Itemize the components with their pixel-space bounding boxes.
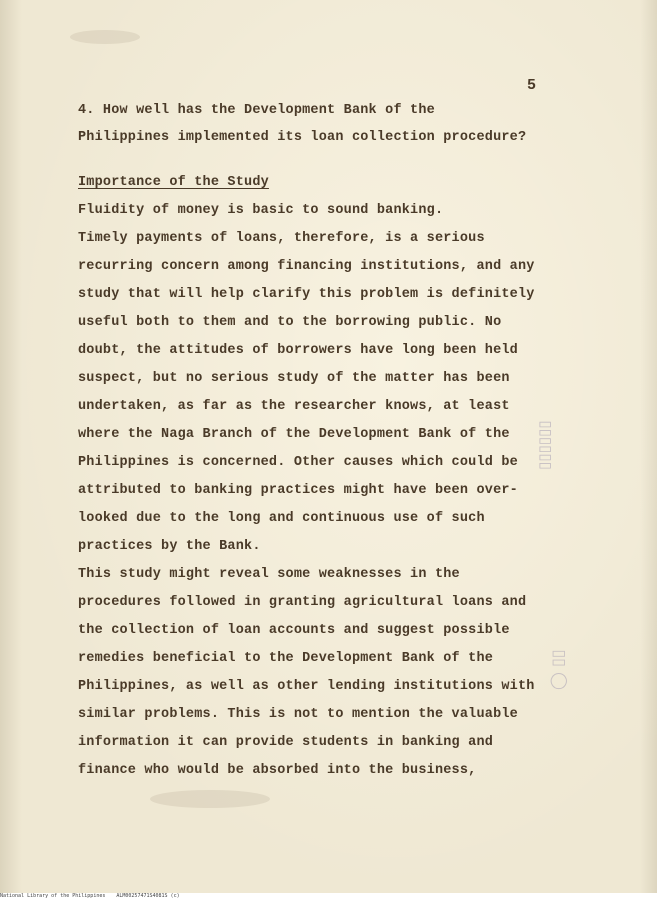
paragraph-line: where the Naga Branch of the Development Bank of the: [78, 427, 510, 442]
paragraph-line: remedies beneficial to the Development Bank of the: [78, 651, 494, 666]
paragraph-line: attributed to banking practices might have been over-: [78, 483, 518, 498]
paper-smudge: [150, 790, 270, 808]
paragraph-line: This study might reveal some weaknesses in the: [78, 567, 460, 582]
paragraph-line: Timely payments of loans, therefore, is a serious: [78, 231, 485, 246]
archive-footer: [0, 893, 657, 900]
footer-source: National Library of the Philippines: [0, 893, 106, 899]
paragraph-line: Philippines, as well as other lending institutions with: [78, 679, 535, 694]
paragraph-line: Philippines is concerned. Other causes which could be: [78, 455, 518, 470]
paragraph-line: doubt, the attitudes of borrowers have long been held: [78, 343, 518, 358]
paragraph-line: similar problems. This is not to mention the valuable: [78, 707, 518, 722]
paragraph-line: undertaken, as far as the researcher knows, at least: [78, 399, 510, 414]
paragraph-line: procedures followed in granting agricultural loans and: [78, 595, 527, 610]
paragraph-line: practices by the Bank.: [78, 539, 261, 554]
paragraph-line: information it can provide students in banking and: [78, 735, 494, 750]
page-number: 5: [527, 77, 537, 94]
paragraph-line: finance who would be absorbed into the business,: [78, 763, 477, 778]
section-heading: Importance of the Study: [78, 175, 269, 190]
paragraph-line: suspect, but no serious study of the matter has been: [78, 371, 510, 386]
paragraph-line: Fluidity of money is basic to sound banking.: [78, 203, 444, 218]
paragraph-line: recurring concern among financing institutions, and any: [78, 259, 535, 274]
paragraph-line: study that will help clarify this problem is definitely: [78, 287, 535, 302]
footer-id: ALM00257471S4081S (c): [116, 893, 180, 899]
paragraph-line: the collection of loan accounts and suggest possible: [78, 623, 510, 638]
paper-smudge: [70, 30, 140, 44]
paragraph-line: useful both to them and to the borrowing public. No: [78, 315, 502, 330]
faded-stamp: ▯▯▯▯▯▯: [535, 420, 553, 470]
faded-stamp: ◯ ▯▯: [548, 649, 567, 690]
list-item-4-line-2: Philippines implemented its loan collection procedure?: [78, 130, 527, 145]
paragraph-line: looked due to the long and continuous use of such: [78, 511, 485, 526]
list-item-4-line-1: 4. How well has the Development Bank of the: [78, 103, 435, 118]
